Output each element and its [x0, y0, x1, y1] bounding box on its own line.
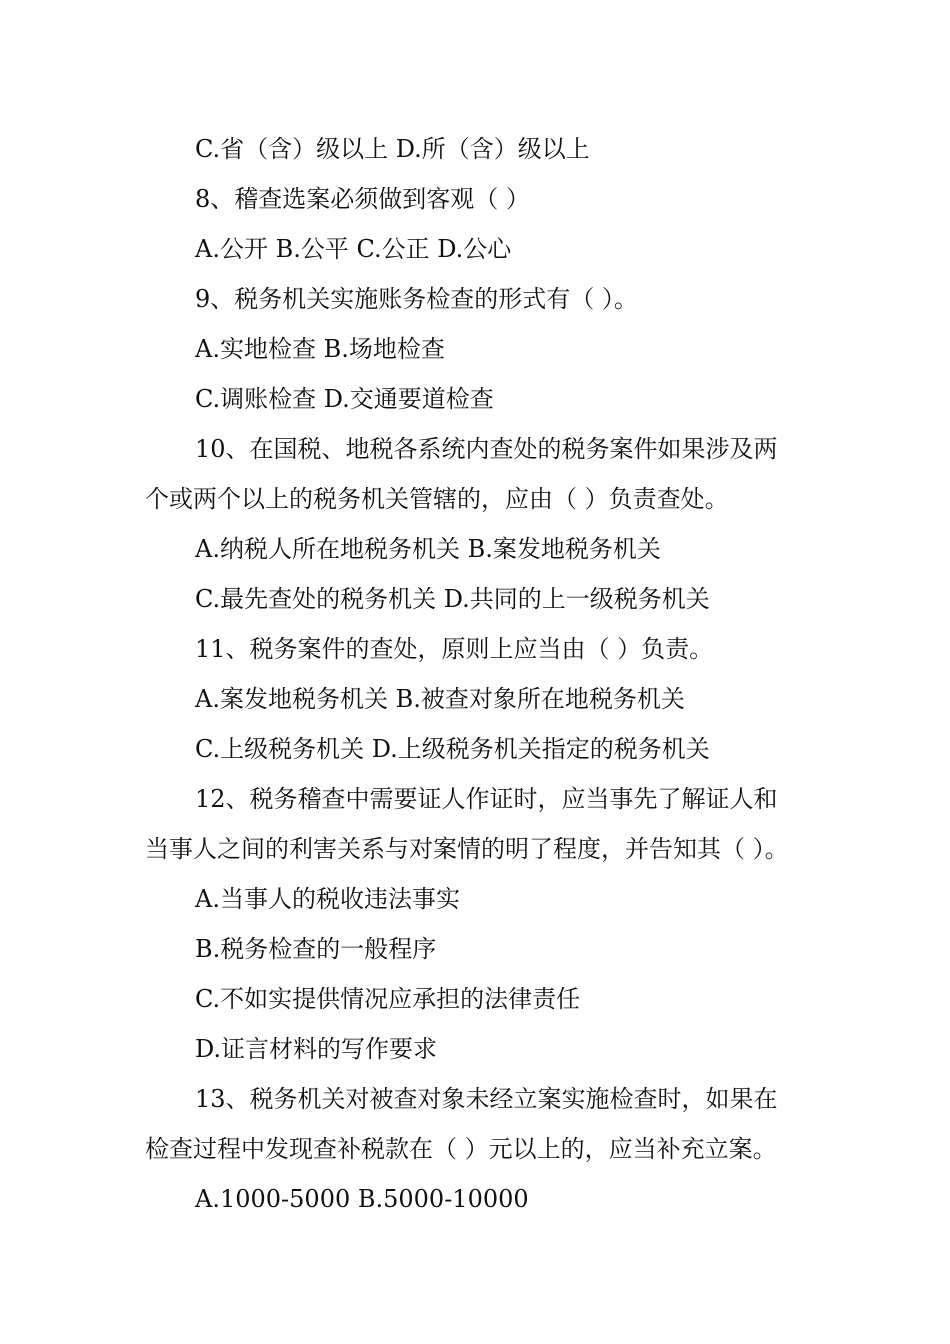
option-line: B.税务检查的一般程序	[195, 935, 437, 963]
option-line: A.1000-5000 B.5000-10000	[195, 1185, 529, 1213]
option-line: C.最先查处的税务机关 D.共同的上一级税务机关	[195, 585, 710, 613]
question-line: 10、在国税、地税各系统内查处的税务案件如果涉及两	[195, 435, 778, 463]
question-line: 8、稽查选案必须做到客观（ ）	[195, 185, 530, 213]
question-continuation-line: 当事人之间的利害关系与对案情的明了程度，并告知其（ ）。	[145, 835, 789, 863]
option-line: A.公开 B.公平 C.公正 D.公心	[195, 235, 512, 263]
document-body	[145, 124, 810, 1224]
option-line: D.证言材料的写作要求	[195, 1035, 438, 1063]
option-line: C.调账检查 D.交通要道检查	[195, 385, 494, 413]
question-line: 13、税务机关对被查对象未经立案实施检查时，如果在	[195, 1085, 778, 1113]
question-continuation-line: 个或两个以上的税务机关管辖的，应由（ ）负责查处。	[145, 485, 729, 513]
question-line: 9、税务机关实施账务检查的形式有（ ）。	[195, 285, 638, 313]
question-line: 11、税务案件的查处，原则上应当由（ ）负责。	[195, 635, 714, 663]
option-line: A.实地检查 B.场地检查	[195, 335, 445, 363]
option-line: C.上级税务机关 D.上级税务机关指定的税务机关	[195, 735, 710, 763]
question-line: 12、税务稽查中需要证人作证时，应当事先了解证人和	[195, 785, 778, 813]
option-line: A.当事人的税收违法事实	[195, 885, 460, 913]
option-line: A.案发地税务机关 B.被查对象所在地税务机关	[195, 685, 685, 713]
option-line: A.纳税人所在地税务机关 B.案发地税务机关	[195, 535, 661, 563]
option-line: C.不如实提供情况应承担的法律责任	[195, 985, 581, 1013]
question-continuation-line: 检查过程中发现查补税款在（ ）元以上的，应当补充立案。	[145, 1135, 777, 1163]
option-line: C.省（含）级以上 D.所（含）级以上	[195, 135, 590, 163]
